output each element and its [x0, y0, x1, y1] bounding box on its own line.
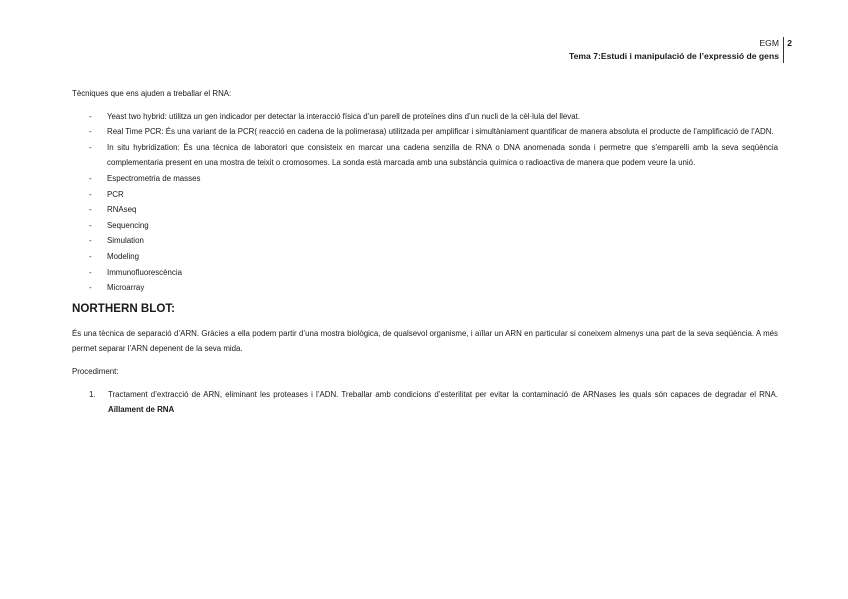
page-number: 2 [787, 38, 792, 48]
technique-text: Sequencing [107, 220, 149, 230]
list-dash: - [89, 189, 92, 199]
list-dash: - [89, 283, 92, 293]
technique-item [72, 171, 778, 187]
technique-item [72, 265, 778, 281]
procedure-step [72, 387, 778, 418]
intro-line: Tècniques que ens ajuden a treballar el RNA: [72, 89, 232, 98]
step-bold-text: Aïllament de RNA [108, 405, 175, 415]
technique-text: Yeast two hybrid: utilitza un gen indicador per detectar la interacció física d’un parell de proteïnes dins d’un nucli de la cèl·lula del llevat. [107, 111, 580, 121]
technique-item [72, 140, 778, 171]
header-text [569, 37, 779, 63]
technique-text: Real Time PCR: És una variant de la PCR( reacció en cadena de la polimerasa) utilitzada per amplificar i simultàniament quantificar de manera absoluta el producte de l’amplificació de l’ADN. [107, 127, 774, 137]
technique-item [72, 218, 778, 234]
list-dash: - [89, 251, 92, 261]
procedure-label: Procediment: [72, 366, 119, 376]
technique-text: Modeling [107, 251, 140, 261]
header-topic-title: Tema 7:Estudi i manipulació de l’expressió de gens [569, 51, 779, 61]
technique-text: In situ hybridization: És una tècnica de laboratori que consisteix en marcar una cadena senzilla de RNA o DNA anomenada sonda i permetre que s’emparelli amb la seva seqüència complementaria present en una mostra de teixit o cromosomes. La sonda està marcada amb una substància química o radioactiva de manera que podem veure la unió. [107, 142, 778, 168]
list-dash: - [89, 267, 92, 277]
header-divider [783, 37, 784, 63]
technique-item [72, 280, 778, 296]
technique-text: Microarray [107, 283, 145, 293]
techniques-list [72, 109, 778, 296]
technique-item [72, 124, 778, 140]
list-dash: - [89, 205, 92, 215]
list-dash: - [89, 142, 92, 152]
list-dash: - [89, 127, 92, 137]
technique-text: Simulation [107, 236, 144, 246]
technique-item [72, 187, 778, 203]
technique-item [72, 109, 778, 125]
list-dash: - [89, 111, 92, 121]
technique-text: Immunofluorescència [107, 267, 182, 277]
procedure-steps [72, 387, 778, 418]
header-doc-code: EGM [759, 38, 779, 48]
list-dash: - [89, 173, 92, 183]
technique-text: PCR [107, 189, 124, 199]
document-body [72, 86, 778, 418]
section-description: És una tècnica de separació d’ARN. Gràcies a ella podem partir d’una mostra biològica, de qualsevol organisme, i aïllar un ARN en particular si coneixem almenys una part de la seva seqüència. A més permet separar l’ARN depenent de la seva mida. [72, 328, 778, 354]
technique-item [72, 233, 778, 249]
technique-item [72, 202, 778, 218]
technique-text: RNAseq [107, 205, 137, 215]
step-text: Tractament d’extracció de ARN, eliminant les proteases i l’ADN. Treballar amb condicions d’esterilitat per evitar la contaminació de ARNases les quals són capaces de degradar el RNA. [108, 389, 778, 399]
technique-text: Espectrometria de masses [107, 173, 201, 183]
list-dash: - [89, 236, 92, 246]
technique-item [72, 249, 778, 265]
list-dash: - [89, 220, 92, 230]
section-heading: NORTHERN BLOT: [72, 301, 176, 315]
step-number: 1. [89, 389, 96, 399]
